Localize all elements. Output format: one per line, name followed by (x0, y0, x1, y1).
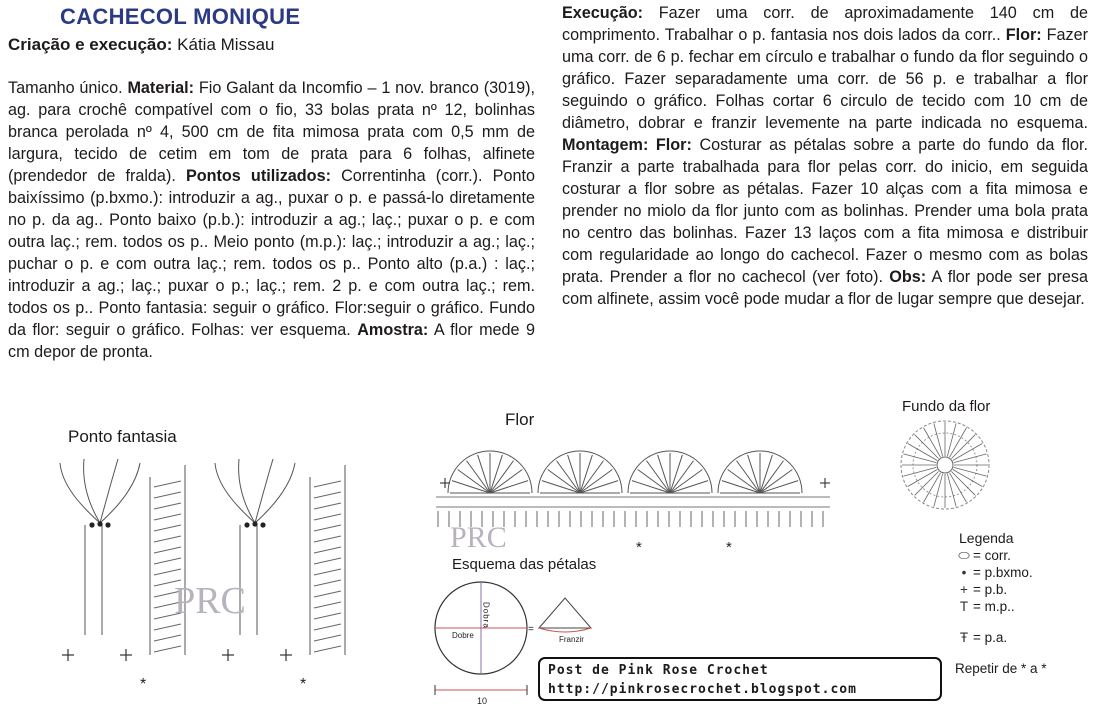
legend-item-corr: ⬭ = corr. (955, 547, 1047, 564)
svg-text:=: = (528, 624, 534, 635)
heading-material: Material: (127, 79, 195, 97)
half-double-icon: T (959, 599, 969, 614)
heading-obs: Obs: (889, 268, 927, 286)
watermark-prc-1: PRC (174, 580, 246, 622)
fundo-da-flor-chart (895, 415, 995, 515)
text-amostra: A flor mede 9 cm depor de pronta. (8, 321, 535, 361)
dot-icon: • (961, 565, 967, 580)
chain-icon: ⬭ (958, 548, 970, 563)
asterisk-3: * (636, 539, 642, 555)
asterisk-2: * (300, 676, 307, 693)
credit-line-post: Post de Pink Rose Crochet (548, 663, 769, 678)
legend-title: Legenda (959, 530, 1014, 546)
label-esquema: Esquema das pétalas (452, 556, 597, 573)
fan-motif-1 (60, 459, 140, 635)
flor-chart (430, 435, 840, 555)
legend-repeat: Repetir de * a * (955, 661, 1047, 676)
materials-column (8, 77, 535, 363)
legend-item-pa: Ŧ = p.a. (955, 629, 1047, 646)
credit-label: Criação e execução: (8, 35, 173, 54)
text-montagem: Costurar as pétalas sobre a parte do fundo da flor. Franzir a parte trabalhada para flor pelas corr. do inicio, em seguida costurar a flor sobre as pétalas. Fazer 10 alças com a fita mimosa e prender no miolo da flor junto com as bolinhas. Prender uma bola prata no centro das bolinhas. Fazer 13 laços com a fita mimosa e distribuir com regularidade ao longo do cachecol. Fazer o mesmo com as bolas prata. Prender a flor no cachecol (ver foto). (562, 136, 1088, 286)
watermark-prc-2: PRC (450, 521, 507, 554)
label-dobra: Dobra (481, 602, 491, 629)
ponto-fantasia-chart (40, 455, 360, 695)
plus-icon: + (960, 582, 968, 597)
legend-item-pbxmo: • = p.bxmo. (955, 564, 1047, 581)
text-material: Fio Galant da Incomfio – 1 nov. branco (3019), ag. para crochê compatível com o fio, 33 bolas prata nº 12, bolinhas branca perolada nº 4, 500 cm de fita mimosa prata com 0,5 mm de largura, tecido de cetim em tom de prata para 6 folhas, alfinete (prendedor de fralda). (8, 79, 535, 185)
credit-name: Kátia Missau (177, 35, 275, 54)
text-size: Tamanho único. (8, 79, 128, 97)
instructions-column (562, 2, 1088, 310)
text-flor: Fazer uma corr. de 6 p. fechar em círculo e trabalhar o fundo da flor seguindo o gráfico. Fazer separadamente uma corr. de 56 p. e trabalhar a flor seguindo o gráfico. Folhas cortar 6 circulo de tecido com 10 cm de diâmetro, dobrar e franzir levemente na parte indicada no esquema. (562, 26, 1088, 132)
label-ten: 10 (477, 696, 488, 706)
heading-pontos: Pontos utilizados: (185, 167, 331, 185)
text-execucao: Fazer uma corr. de aproximadamente 140 cm de comprimento. Trabalhar o p. fantasia nos dois lados da corr.. (562, 4, 1088, 44)
asterisk-4: * (726, 539, 732, 555)
source-credit-box (538, 657, 942, 701)
asterisk-1: * (140, 676, 147, 693)
text-pontos: Correntinha (corr.). Ponto baixíssimo (p.bxmo.): introduzir a ag., puxar o p. e passá-lo diretamente no p. da ag.. Ponto baixo (p.b.): introduzir a ag.; laç.; puxar o p. e com outra laç.; rem. todos os p.. Meio ponto (m.p.): laç.; introduzir a ag.; laç.; puchar o p. e com outra laç.; rem. todos os p.. Ponto alto (p.a.) : laç.; introduzir a ag.; laç.; puxar o p.; laç.; rem. 2 p. e com outra laç.; rem. todos os p.. Ponto fantasia: seguir o gráfico. Flor:seguir o gráfico. Fundo da flor: seguir o gráfico. Folhas: ver esquema. (8, 167, 535, 339)
heading-execucao: Execução: (562, 4, 643, 22)
label-fundo-da-flor: Fundo da flor (902, 398, 991, 415)
legend-item-mp: T = m.p.. (955, 598, 1047, 615)
legend (955, 530, 1047, 677)
heading-amostra: Amostra: (357, 321, 429, 339)
heading-flor: Flor: (1005, 26, 1042, 44)
heading-montagem: Montagem: Flor: (562, 136, 692, 154)
label-flor: Flor (505, 410, 535, 429)
label-franzir: Franzir (559, 635, 584, 644)
legend-item-pb: + = p.b. (955, 581, 1047, 598)
text-obs: A flor pode ser presa com alfinete, assim você pode mudar a flor de lugar sempre que desejar. (562, 268, 1088, 308)
page-title: CACHECOL MONIQUE (60, 4, 301, 29)
label-dobre: Dobre (452, 631, 474, 640)
label-ponto-fantasia: Ponto fantasia (68, 427, 177, 446)
author-credit (8, 35, 274, 55)
double-crochet-icon: Ŧ (959, 630, 969, 645)
credit-line-url: http://pinkrosecrochet.blogspot.com (548, 682, 857, 697)
